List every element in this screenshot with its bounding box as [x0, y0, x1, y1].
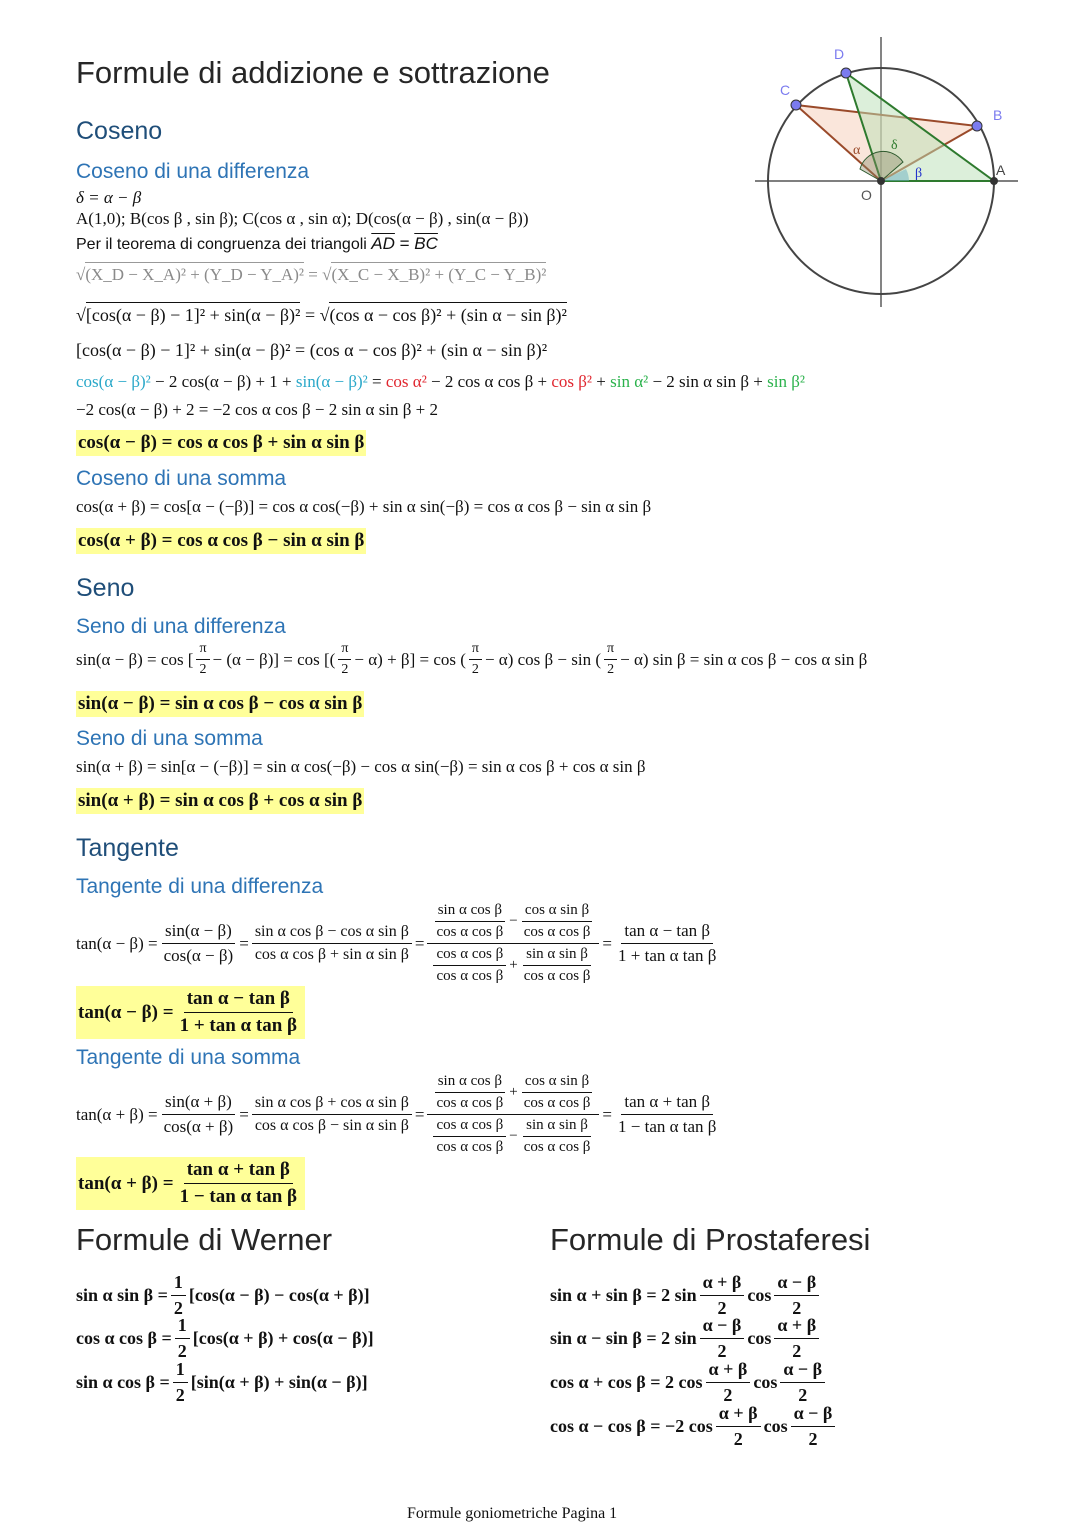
werner-formula-3 [76, 1359, 368, 1406]
denominator [427, 1115, 599, 1156]
congruence-text: Per il teorema di congruenza dei triangoli [76, 236, 372, 253]
numerator: α + β [716, 1403, 761, 1427]
lhs: tan(α + β) = [76, 1104, 158, 1124]
equals: = [239, 933, 249, 953]
fraction [615, 921, 719, 966]
numerator: sin(α + β) [162, 1092, 235, 1115]
numerator: α − β [791, 1403, 836, 1427]
heading-tangente-differenza: Tangente di una differenza [76, 875, 324, 898]
distance-bc-expanded: (cos α − cos β)² + (sin α − sin β)² [329, 302, 566, 326]
denominator: 2 [199, 662, 207, 677]
fraction [716, 1403, 761, 1450]
denominator: 2 [471, 662, 479, 677]
numerator: cos α sin β [522, 1073, 592, 1093]
result-sin-difference: sin(α − β) = sin α cos β − cos α sin β [76, 691, 364, 717]
denominator: 2 [175, 1385, 185, 1405]
fraction [433, 1117, 506, 1156]
fraction [521, 1073, 594, 1112]
denominator: cos α cos β + sin α sin β [254, 946, 409, 963]
squared-equation: [cos(α − β) − 1]² + sin(α − β)² = (cos α − cos β)² + (sin α − sin β)² [76, 340, 548, 360]
denominator: 1 − tan α tan β [179, 1186, 298, 1207]
label-d: D [834, 46, 845, 62]
equals: = [394, 234, 415, 253]
fraction [161, 1092, 237, 1137]
expr-cyan-2: sin(α − β)² [295, 372, 368, 391]
expr: − 2 cos α cos β + [426, 372, 552, 391]
heading-coseno-somma: Coseno di una somma [76, 467, 287, 490]
unit-circle-diagram [750, 35, 1025, 310]
result-sin-sum: sin(α + β) = sin α cos β + cos α sin β [76, 788, 364, 814]
fraction [615, 1092, 719, 1137]
operator: + [509, 957, 518, 973]
numerator: π [196, 641, 209, 660]
fraction [177, 988, 300, 1037]
numerator: tan α − tan β [621, 921, 713, 944]
distance-equation: √[cos(α − β) − 1]² + sin(α − β)² = √(cos α − cos β)² + (sin α − sin β)² [76, 302, 567, 326]
lhs: tan(α + β) = [78, 1172, 174, 1194]
label-alpha: α [853, 143, 861, 158]
simplified-equation: −2 cos(α − β) + 2 = −2 cos α cos β − 2 sin α sin β + 2 [76, 400, 439, 419]
tan-sum-derivation [76, 1073, 722, 1156]
tan-difference-derivation [76, 902, 722, 985]
expr: − 2 sin α sin β + [648, 372, 768, 391]
fraction [433, 902, 506, 941]
denominator: cos α cos β [436, 1139, 504, 1155]
expr: − α) cos β − sin ( [484, 649, 602, 669]
equals: = [414, 933, 425, 953]
denominator [427, 944, 599, 985]
expr: sin(α − β) = cos [ [76, 649, 194, 669]
operator: − [509, 913, 518, 929]
numerator: α + β [774, 1315, 819, 1339]
lhs: sin α + sin β = 2 sin [550, 1285, 697, 1305]
numerator: cos α cos β [433, 946, 506, 966]
numerator: α + β [706, 1359, 751, 1383]
numerator: 1 [175, 1315, 190, 1339]
one-half [175, 1315, 190, 1362]
denominator: cos α cos β [523, 924, 591, 940]
pi-over-2 [604, 641, 617, 678]
numerator [427, 902, 599, 944]
page-title: Formule di addizione e sottrazione [76, 55, 550, 90]
denominator: 2 [177, 1341, 187, 1361]
denominator: 2 [607, 662, 615, 677]
denominator: cos α cos β [436, 968, 504, 984]
prostaferesi-formula-4 [550, 1403, 838, 1450]
numerator: α − β [780, 1359, 825, 1383]
cos-sum-derivation: cos(α + β) = cos[α − (−β)] = cos α cos(−β) + sin α sin(−β) = cos α cos β − sin α sin β [76, 497, 652, 516]
compound-fraction [427, 1073, 599, 1156]
equals: = [239, 1104, 249, 1124]
denominator: 2 [808, 1429, 818, 1449]
numerator: sin α cos β − cos α sin β [252, 923, 412, 944]
one-half [173, 1359, 188, 1406]
delta-definition: δ = α − β [76, 188, 142, 207]
numerator: sin α cos β [435, 902, 505, 922]
numerator: 1 [173, 1359, 188, 1383]
heading-seno: Seno [76, 574, 135, 602]
lhs: tan(α − β) = [78, 1001, 174, 1023]
result-tan-sum [76, 1157, 305, 1210]
lhs: tan(α − β) = [76, 933, 158, 953]
numerator: π [604, 641, 617, 660]
numerator: sin α sin β [523, 1117, 591, 1137]
prostaferesi-formula-1 [550, 1272, 822, 1319]
sin-difference-derivation [76, 641, 867, 678]
denominator: cos α cos β [436, 1095, 504, 1111]
denominator: cos α cos β [436, 924, 504, 940]
fraction [252, 1094, 412, 1135]
fraction [433, 1073, 506, 1112]
numerator: sin(α − β) [162, 921, 235, 944]
sin-sum-derivation: sin(α + β) = sin[α − (−β)] = sin α cos(−β) − cos α sin(−β) = sin α cos β + cos α sin β [76, 757, 646, 776]
rhs: [cos(α + β) + cos(α − β)] [192, 1328, 374, 1348]
point-a [990, 177, 998, 185]
fraction [521, 1117, 594, 1156]
fraction [252, 923, 412, 964]
congruence-statement [76, 234, 438, 254]
lhs: sin α − sin β = 2 sin [550, 1328, 697, 1348]
equals: = [602, 1104, 613, 1124]
denominator: 1 − tan α tan β [618, 1117, 717, 1136]
denominator: 2 [717, 1341, 727, 1361]
denominator: cos(α − β) [163, 946, 234, 965]
fraction [700, 1272, 745, 1319]
lhs: cos α cos β = [76, 1328, 172, 1348]
segment-ad: $\overline{AD}$ [371, 234, 395, 253]
numerator [427, 1073, 599, 1115]
fraction [791, 1403, 836, 1450]
expr: + [592, 372, 611, 391]
cos: cos [763, 1416, 788, 1436]
one-half [171, 1272, 186, 1319]
page-footer: Formule goniometriche Pagina 1 [407, 1505, 618, 1522]
label-a: A [996, 162, 1006, 178]
lhs: cos α + cos β = 2 cos [550, 1372, 703, 1392]
operator: + [509, 1084, 518, 1100]
expanded-equation [76, 372, 805, 392]
numerator: tan α − tan β [184, 988, 293, 1013]
rhs: [cos(α − β) − cos(α + β)] [188, 1285, 370, 1305]
denominator: 1 + tan α tan β [179, 1015, 298, 1036]
heading-werner: Formule di Werner [76, 1222, 333, 1257]
lhs: sin α cos β = [76, 1372, 170, 1392]
expr: − α) sin β = sin α cos β − cos α sin β [620, 649, 868, 669]
fraction [521, 902, 594, 941]
compound-fraction [427, 902, 599, 985]
expr-green-2: sin β² [767, 372, 805, 391]
numerator: π [469, 641, 482, 660]
rhs: [sin(α + β) + sin(α − β)] [190, 1372, 368, 1392]
distance-ad: (X_D − X_A)² + (Y_D − Y_A)² [85, 262, 304, 285]
denominator: 2 [792, 1298, 802, 1318]
operator: − [509, 1128, 518, 1144]
equals: = [414, 1104, 425, 1124]
result-cos-difference: cos(α − β) = cos α cos β + sin α sin β [76, 430, 366, 456]
heading-seno-differenza: Seno di una differenza [76, 615, 286, 638]
numerator: tan α + tan β [184, 1159, 293, 1184]
pi-over-2 [469, 641, 482, 678]
segment-bc: $\overline{BC}$ [414, 234, 438, 253]
cos: cos [753, 1372, 778, 1392]
heading-seno-somma: Seno di una somma [76, 727, 263, 750]
distance-ad-expanded: [cos(α − β) − 1]² + sin(α − β)² [86, 302, 301, 326]
point-c [791, 100, 801, 110]
expr: − 2 cos(α − β) + 1 + [150, 372, 296, 391]
expr-red-1: cos α² [385, 372, 427, 391]
result-tan-difference [76, 986, 305, 1039]
werner-formula-1 [76, 1272, 370, 1319]
lhs: sin α sin β = [76, 1285, 168, 1305]
numerator: π [338, 641, 351, 660]
fraction [433, 946, 506, 985]
denominator: 2 [717, 1298, 727, 1318]
denominator: 2 [792, 1341, 802, 1361]
expr-cyan-1: cos(α − β)² [76, 372, 151, 391]
numerator: α + β [700, 1272, 745, 1296]
expr: = [367, 372, 386, 391]
result-cos-sum: cos(α + β) = cos α cos β − sin α sin β [76, 528, 366, 554]
fraction [177, 1159, 300, 1208]
points-coordinates: A(1,0); B(cos β , sin β); C(cos α , sin α); D(cos(α − β) , sin(α − β)) [76, 209, 529, 228]
denominator: 1 + tan α tan β [618, 946, 717, 965]
numerator: sin α sin β [523, 946, 591, 966]
expr: − α) + β] = cos ( [354, 649, 466, 669]
heading-tangente: Tangente [76, 834, 179, 862]
numerator: α − β [700, 1315, 745, 1339]
fraction [706, 1359, 751, 1406]
label-b: B [993, 107, 1003, 123]
fraction [774, 1272, 819, 1319]
fraction [780, 1359, 825, 1406]
numerator: tan α + tan β [621, 1092, 713, 1115]
werner-formula-2 [76, 1315, 374, 1362]
point-o [877, 177, 885, 185]
numerator: 1 [171, 1272, 186, 1296]
heading-prostaferesi: Formule di Prostaferesi [550, 1222, 871, 1257]
denominator: cos α cos β [523, 968, 591, 984]
numerator: α − β [774, 1272, 819, 1296]
point-b [972, 121, 982, 131]
cos: cos [747, 1285, 772, 1305]
numerator: cos α cos β [433, 1117, 506, 1137]
denominator: 2 [733, 1429, 743, 1449]
expr: − (α − β)] = cos [( [212, 649, 336, 669]
fraction [521, 946, 594, 985]
prostaferesi-formula-3 [550, 1359, 828, 1406]
label-beta: β [915, 166, 923, 181]
fraction [774, 1315, 819, 1362]
denominator: 2 [798, 1385, 808, 1405]
distance-bc: (X_C − X_B)² + (Y_C − Y_B)² [331, 262, 546, 285]
heading-coseno: Coseno [76, 117, 163, 145]
numerator: sin α cos β + cos α sin β [252, 1094, 412, 1115]
numerator: cos α sin β [522, 902, 592, 922]
label-delta: δ [891, 138, 898, 153]
denominator: cos α cos β [523, 1139, 591, 1155]
expr-green-1: sin α² [610, 372, 649, 391]
numerator: sin α cos β [435, 1073, 505, 1093]
denominator: cos α cos β [523, 1095, 591, 1111]
denominator: 2 [341, 662, 349, 677]
pi-over-2 [338, 641, 351, 678]
expr-red-2: cos β² [551, 372, 593, 391]
heading-coseno-differenza: Coseno di una differenza [76, 160, 310, 183]
lhs: cos α − cos β = −2 cos [550, 1416, 713, 1436]
label-c: C [780, 82, 791, 98]
prostaferesi-formula-2 [550, 1315, 822, 1362]
denominator: 2 [723, 1385, 733, 1405]
heading-tangente-somma: Tangente di una somma [76, 1046, 301, 1069]
equals: = [602, 933, 613, 953]
fraction [700, 1315, 745, 1362]
denominator: cos α cos β − sin α sin β [254, 1117, 409, 1134]
cos: cos [747, 1328, 772, 1348]
fraction [161, 921, 237, 966]
denominator: 2 [173, 1298, 183, 1318]
point-d [841, 68, 851, 78]
label-o: O [861, 187, 872, 203]
distance-equation-generic: √(X_D − X_A)² + (Y_D − Y_A)² = √(X_C − X_B)² + (Y_C − Y_B)² [76, 262, 546, 285]
denominator: cos(α + β) [163, 1117, 234, 1136]
pi-over-2 [196, 641, 209, 678]
